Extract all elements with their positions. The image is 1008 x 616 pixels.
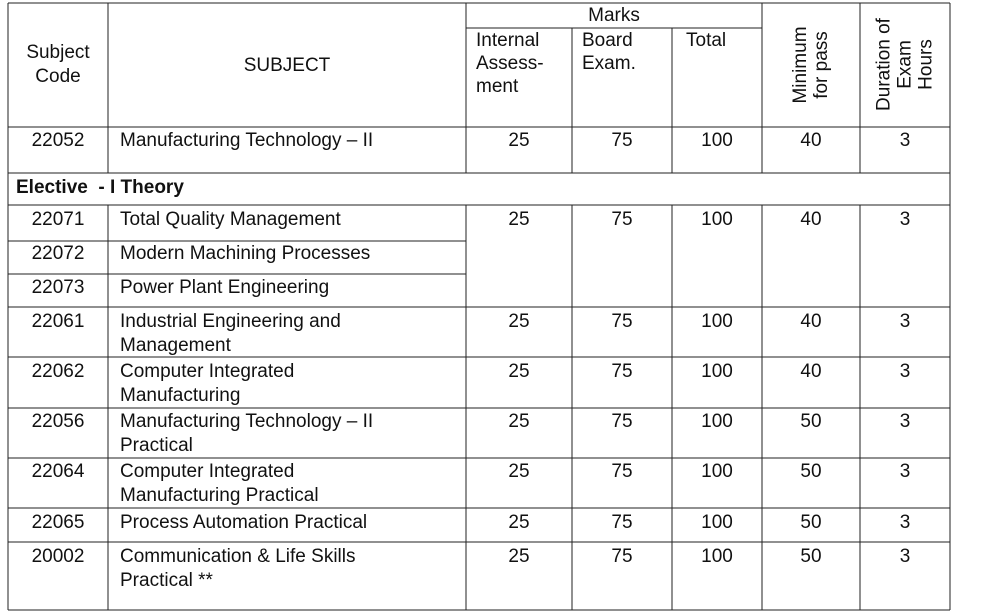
row-subject: Manufacturing Technology – II — [120, 130, 374, 151]
row-subject: Computer Integrated Manufacturing — [120, 361, 295, 406]
row-total: 100 — [701, 311, 733, 332]
row-hours: 3 — [899, 130, 911, 151]
row-code: 22073 — [31, 277, 85, 298]
row-board: 75 — [611, 461, 633, 482]
row-subject: Power Plant Engineering — [120, 277, 330, 298]
row-hours: 3 — [899, 546, 911, 567]
row-hours: 3 — [899, 512, 911, 533]
row-minimum: 50 — [800, 461, 822, 482]
row-total: 100 — [701, 209, 733, 230]
row-board: 75 — [611, 361, 633, 382]
header-total: Total — [686, 30, 727, 51]
row-subject: Process Automation Practical — [120, 512, 368, 533]
row-subject: Industrial Engineering and Management — [120, 311, 341, 356]
row-minimum: 50 — [800, 546, 822, 567]
row-hours: 3 — [899, 361, 911, 382]
row-internal: 25 — [508, 411, 530, 432]
row-total: 100 — [701, 512, 733, 533]
row-board: 75 — [611, 512, 633, 533]
row-code: 22061 — [31, 311, 85, 332]
row-total: 100 — [701, 546, 733, 567]
row-code: 22072 — [31, 243, 85, 264]
row-code: 22071 — [31, 209, 85, 230]
row-internal: 25 — [508, 512, 530, 533]
row-code: 20002 — [31, 546, 85, 567]
header-marks: Marks — [588, 5, 640, 26]
row-subject: Communication & Life Skills Practical ** — [120, 546, 356, 591]
row-internal: 25 — [508, 461, 530, 482]
row-total: 100 — [701, 361, 733, 382]
header-minimum-for-pass: Minimum for pass — [790, 26, 832, 104]
header-subject: SUBJECT — [243, 55, 331, 76]
row-board: 75 — [611, 209, 633, 230]
row-code: 22056 — [31, 411, 85, 432]
row-minimum: 40 — [800, 311, 822, 332]
row-board: 75 — [611, 311, 633, 332]
row-hours: 3 — [899, 461, 911, 482]
row-hours: 3 — [899, 209, 911, 230]
header-subject-code: Subject Code — [26, 42, 90, 87]
row-code: 22065 — [31, 512, 85, 533]
row-code: 22064 — [31, 461, 85, 482]
row-board: 75 — [611, 546, 633, 567]
header-board-exam: Board Exam. — [582, 30, 636, 74]
row-code: 22052 — [31, 130, 85, 151]
row-board: 75 — [611, 130, 633, 151]
section-elective-heading: Elective - I Theory — [16, 177, 184, 198]
row-subject: Modern Machining Processes — [120, 243, 371, 264]
row-total: 100 — [701, 411, 733, 432]
row-subject: Total Quality Management — [120, 209, 341, 230]
row-code: 22062 — [31, 361, 85, 382]
row-internal: 25 — [508, 361, 530, 382]
row-internal: 25 — [508, 546, 530, 567]
row-hours: 3 — [899, 411, 911, 432]
row-internal: 25 — [508, 209, 530, 230]
row-minimum: 50 — [800, 411, 822, 432]
row-subject: Computer Integrated Manufacturing Practical — [120, 461, 319, 506]
row-internal: 25 — [508, 130, 530, 151]
row-minimum: 50 — [800, 512, 822, 533]
header-duration: Duration of Exam Hours — [873, 18, 937, 111]
row-internal: 25 — [508, 311, 530, 332]
row-total: 100 — [701, 130, 733, 151]
row-minimum: 40 — [800, 209, 822, 230]
row-total: 100 — [701, 461, 733, 482]
row-minimum: 40 — [800, 130, 822, 151]
row-board: 75 — [611, 411, 633, 432]
row-subject: Manufacturing Technology – II Practical — [120, 411, 374, 456]
header-internal-assessment: Internal Assess- ment — [476, 30, 544, 97]
row-minimum: 40 — [800, 361, 822, 382]
row-hours: 3 — [899, 311, 911, 332]
